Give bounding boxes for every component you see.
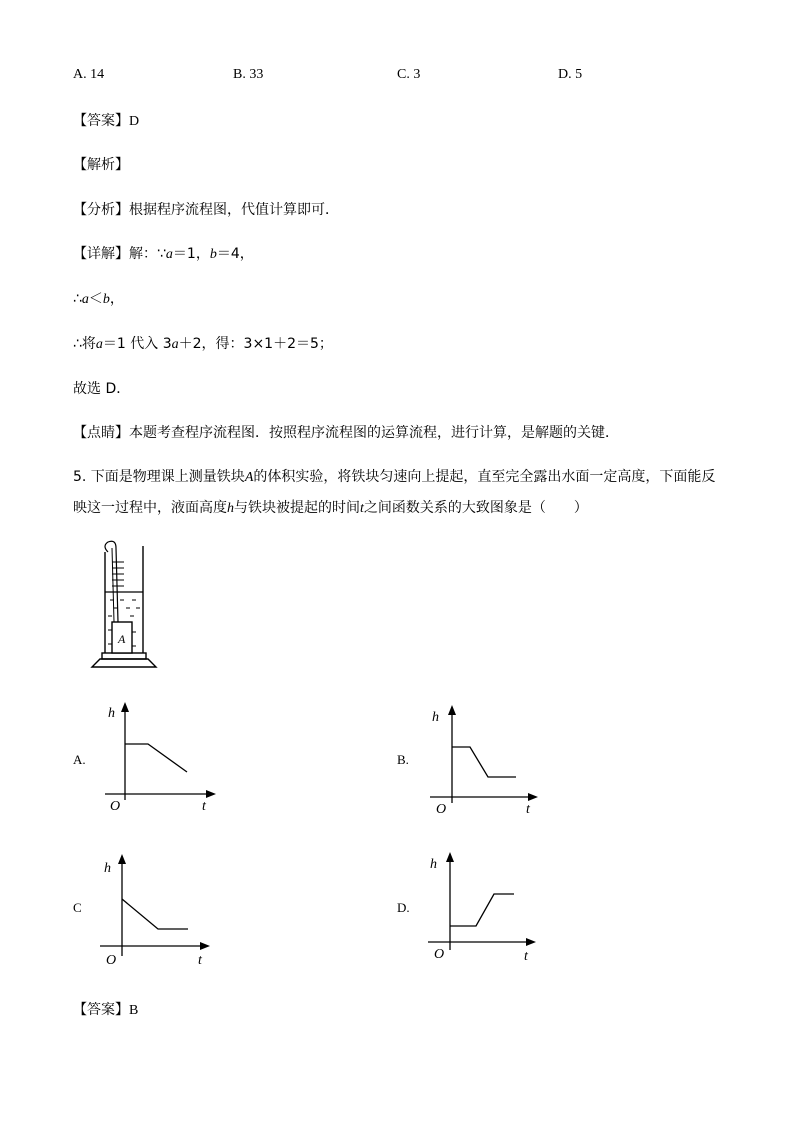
graph-d-o: O [434, 947, 445, 962]
graph-c-t: t [198, 953, 202, 968]
dianjing-tag: 【点睛】 [73, 425, 129, 441]
graph-a [100, 700, 220, 815]
q5-line2a: 映这一过程中，液面高度 [73, 500, 227, 516]
analysis-heading [73, 156, 129, 174]
graph-d [426, 850, 546, 965]
fenxi-text: 根据程序流程图，代值计算即可． [129, 202, 339, 218]
graph-d-t: t [524, 949, 528, 964]
step3-line [73, 335, 333, 354]
dianjing-text: 本题考查程序流程图．按照程序流程图的运算流程，进行计算，是解题的关键． [129, 425, 619, 441]
graph-b [428, 703, 548, 818]
step3-p3: ＋2，得：3×1＋2＝5； [178, 336, 333, 352]
measuring-cylinder-figure [88, 540, 160, 670]
block-label: A [118, 632, 126, 646]
answer-tag: 【答案】 [73, 113, 129, 129]
graph-c-label: C [73, 900, 82, 915]
comma: ， [109, 291, 124, 307]
option-d: D. 5 [558, 67, 583, 82]
option-b: B. 33 [233, 67, 264, 82]
var-a: a [171, 337, 179, 352]
answer-value: B [129, 1003, 139, 1018]
fenxi-line [73, 201, 339, 219]
var-a: a [95, 337, 103, 352]
graph-d-label: D. [397, 900, 410, 915]
option-c: C. 3 [397, 67, 421, 82]
graph-b-h: h [432, 710, 439, 725]
answer-value: D [129, 114, 140, 129]
graph-b-o: O [436, 802, 447, 817]
option-a: A. 14 [73, 67, 105, 82]
var-a: a [165, 247, 173, 262]
var-b: b [102, 292, 110, 307]
answer-line-2 [73, 1001, 138, 1020]
graph-c-o: O [106, 953, 117, 968]
var-t: t [360, 501, 364, 516]
graph-a-t: t [202, 799, 206, 814]
step2-line [73, 290, 124, 309]
q5-line1: 5. 下面是物理课上测量铁块 [73, 469, 245, 485]
fenxi-tag: 【分析】 [73, 202, 129, 218]
xiangjie-eq1: ＝1， [172, 246, 210, 262]
answer-tag: 【答案】 [73, 1002, 129, 1018]
xiangjie-eq2: ＝4， [216, 246, 254, 262]
xiangjie-line [73, 245, 254, 264]
q5-line1b: 的体积实验，将铁块匀速向上提起，直至完全露出水面一定高度，下面能反 [253, 469, 716, 485]
step3-p2: ＝1 代入 3 [102, 336, 172, 352]
graph-a-label: A. [73, 752, 86, 767]
graph-b-t: t [526, 802, 530, 817]
xiangjie-prefix: 解：∵ [129, 246, 166, 262]
var-A: A [244, 470, 254, 485]
question-5 [73, 462, 733, 524]
q5-line2b: 与铁块被提起的时间 [234, 500, 360, 516]
q5-line2c: 之间函数关系的大致图象是（ ） [363, 500, 588, 516]
choose-text: 故选 D． [73, 381, 131, 397]
choose-line [73, 380, 130, 398]
answer-line-1 [73, 112, 139, 131]
less-than: ＜ [88, 291, 103, 307]
var-h: h [227, 501, 234, 516]
graph-c [98, 852, 218, 970]
xiangjie-tag: 【详解】 [73, 246, 129, 262]
graph-a-h: h [108, 706, 115, 721]
therefore-symbol: ∴ [73, 291, 82, 307]
step3-p1: ∴将 [73, 336, 96, 352]
var-a: a [81, 292, 89, 307]
graph-b-label: B. [397, 752, 409, 767]
analysis-tag: 【解析】 [73, 157, 129, 173]
dianjing-line [73, 424, 619, 442]
graph-c-h: h [104, 861, 111, 876]
graph-a-o: O [110, 799, 121, 814]
var-b: b [209, 247, 217, 262]
graph-d-h: h [430, 857, 437, 872]
